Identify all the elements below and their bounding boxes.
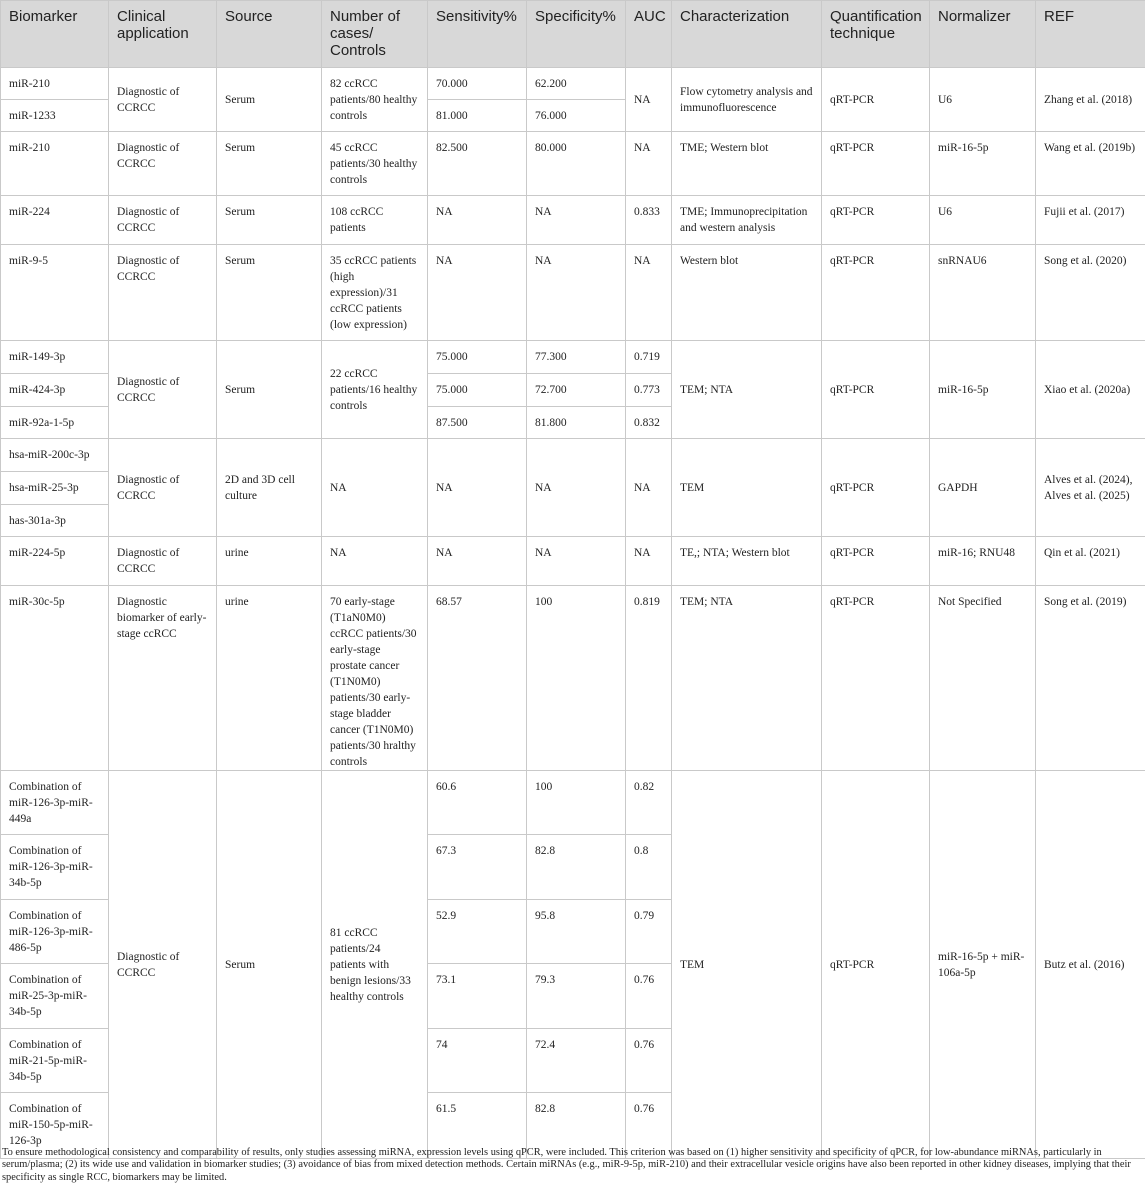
sensitivity-cell: 87.500: [428, 407, 527, 439]
sensitivity-cell: 73.1: [428, 964, 527, 1029]
header-sensitivity: Sensitivity%: [428, 1, 527, 68]
specificity-cell: 82.8: [527, 835, 626, 900]
ref-link[interactable]: Qin et al. (2021): [1036, 537, 1145, 586]
normalizer-cell: miR-16-5p + miR-106a-5p: [930, 771, 1036, 1159]
auc-cell: NA: [626, 537, 672, 586]
header-number-of-cases: Number of cases/ Controls: [322, 1, 428, 68]
header-biomarker: Biomarker: [1, 1, 109, 68]
specificity-cell: NA: [527, 245, 626, 341]
specificity-cell: 82.8: [527, 1093, 626, 1159]
cases-cell: 70 early-stage (T1aN0M0) ccRCC patients/30 early-stage prostate cancer (T1N0M0) patients/30 early-stage bladder cancer (T1N0M0) patients/30 hralthy controls: [322, 586, 428, 771]
biomarker-cell: miR-9-5: [1, 245, 109, 341]
table-row: [1, 196, 1145, 245]
clinical-application-cell: Diagnostic of CCRCC: [109, 537, 217, 586]
header-quantification-technique: Quantification technique: [822, 1, 930, 68]
quantification-cell: qRT-PCR: [822, 439, 930, 537]
sensitivity-cell: 74: [428, 1029, 527, 1093]
specificity-cell: 72.700: [527, 374, 626, 407]
ref-link[interactable]: Wang et al. (2019b): [1036, 132, 1145, 196]
sensitivity-cell: 75.000: [428, 374, 527, 407]
source-cell: Serum: [217, 132, 322, 196]
quantification-cell: qRT-PCR: [822, 771, 930, 1159]
auc-cell: 0.76: [626, 1093, 672, 1159]
biomarker-cell: hsa-miR-200c-3p: [1, 439, 109, 472]
table-row: [1, 245, 1145, 341]
characterization-cell: TEM: [672, 771, 822, 1159]
clinical-application-cell: Diagnostic of CCRCC: [109, 341, 217, 439]
quantification-cell: qRT-PCR: [822, 245, 930, 341]
biomarker-cell: Combination of miR-126-3p-miR-449a: [1, 771, 109, 835]
quantification-cell: qRT-PCR: [822, 341, 930, 439]
specificity-cell: NA: [527, 196, 626, 245]
sensitivity-cell: 82.500: [428, 132, 527, 196]
characterization-cell: TEM: [672, 439, 822, 537]
biomarker-cell: miR-224-5p: [1, 537, 109, 586]
characterization-cell: Flow cytometry analysis and immunofluorescence: [672, 68, 822, 132]
auc-cell: 0.8: [626, 835, 672, 900]
biomarker-cell: miR-224: [1, 196, 109, 245]
auc-cell: NA: [626, 132, 672, 196]
sensitivity-cell: 67.3: [428, 835, 527, 900]
biomarker-cell: miR-30c-5p: [1, 586, 109, 771]
cases-cell: NA: [322, 537, 428, 586]
cases-cell: 22 ccRCC patients/16 healthy controls: [322, 341, 428, 439]
clinical-application-cell: Diagnostic of CCRCC: [109, 132, 217, 196]
source-cell: Serum: [217, 771, 322, 1159]
sensitivity-cell: 52.9: [428, 900, 527, 964]
sensitivity-cell: 75.000: [428, 341, 527, 374]
characterization-cell: TEM; NTA: [672, 341, 822, 439]
biomarker-cell: Combination of miR-25-3p-miR-34b-5p: [1, 964, 109, 1029]
header-specificity: Specificity%: [527, 1, 626, 68]
header-characterization: Characterization: [672, 1, 822, 68]
auc-cell: NA: [626, 439, 672, 537]
ref-link[interactable]: Fujii et al. (2017): [1036, 196, 1145, 245]
biomarker-cell: miR-210: [1, 132, 109, 196]
header-ref: REF: [1036, 1, 1145, 68]
source-cell: Serum: [217, 245, 322, 341]
sensitivity-cell: 61.5: [428, 1093, 527, 1159]
biomarker-cell: Combination of miR-126-3p-miR-486-5p: [1, 900, 109, 964]
auc-cell: NA: [626, 68, 672, 132]
auc-cell: 0.719: [626, 341, 672, 374]
ref-link[interactable]: Song et al. (2019): [1036, 586, 1145, 771]
source-cell: urine: [217, 586, 322, 771]
specificity-cell: 72.4: [527, 1029, 626, 1093]
auc-cell: 0.79: [626, 900, 672, 964]
biomarker-cell: miR-1233: [1, 100, 109, 132]
source-cell: urine: [217, 537, 322, 586]
cases-cell: 35 ccRCC patients (high expression)/31 ccRCC patients (low expression): [322, 245, 428, 341]
header-normalizer: Normalizer: [930, 1, 1036, 68]
table-footnote: To ensure methodological consistency and comparability of results, only studies assessing miRNA, expression levels using qPCR, were included. This criterion was based on (1) higher sensitivity and specificity of qPCR, for low-abundance miRNAs, particularly in serum/plasma; (2) its wide use and validation in biomarker studies; (3) avoidance of bias from mixed detection methods. Certain miRNAs (e.g., miR-9-5p, miR-210) and their extracellular vesicle origins have also been reported in other kidney diseases, implying that their specificity as single RCC, biomarkers may be limited.: [2, 1147, 1131, 1183]
characterization-cell: TEM; NTA: [672, 586, 822, 771]
auc-cell: 0.76: [626, 964, 672, 1029]
header-clinical-application: Clinical application: [109, 1, 217, 68]
quantification-cell: qRT-PCR: [822, 586, 930, 771]
sensitivity-cell: NA: [428, 537, 527, 586]
specificity-cell: 77.300: [527, 341, 626, 374]
auc-cell: 0.819: [626, 586, 672, 771]
sensitivity-cell: 70.000: [428, 68, 527, 100]
characterization-cell: TME; Immunoprecipitation and western analysis: [672, 196, 822, 245]
specificity-cell: 62.200: [527, 68, 626, 100]
specificity-cell: NA: [527, 537, 626, 586]
sensitivity-cell: 68.57: [428, 586, 527, 771]
source-cell: Serum: [217, 68, 322, 132]
cases-cell: NA: [322, 439, 428, 537]
auc-cell: 0.833: [626, 196, 672, 245]
normalizer-cell: miR-16-5p: [930, 341, 1036, 439]
normalizer-cell: U6: [930, 68, 1036, 132]
ref-link[interactable]: Butz et al. (2016): [1036, 771, 1145, 1159]
specificity-cell: 100: [527, 771, 626, 835]
normalizer-cell: U6: [930, 196, 1036, 245]
cases-cell: 45 ccRCC patients/30 healthy controls: [322, 132, 428, 196]
source-cell: Serum: [217, 341, 322, 439]
sensitivity-cell: 60.6: [428, 771, 527, 835]
specificity-cell: 80.000: [527, 132, 626, 196]
normalizer-cell: miR-16; RNU48: [930, 537, 1036, 586]
biomarker-cell: Combination of miR-21-5p-miR-34b-5p: [1, 1029, 109, 1093]
specificity-cell: 76.000: [527, 100, 626, 132]
specificity-cell: NA: [527, 439, 626, 537]
table-row: [1, 68, 1145, 100]
auc-cell: 0.773: [626, 374, 672, 407]
source-cell: 2D and 3D cell culture: [217, 439, 322, 537]
quantification-cell: qRT-PCR: [822, 196, 930, 245]
sensitivity-cell: 81.000: [428, 100, 527, 132]
auc-cell: 0.76: [626, 1029, 672, 1093]
characterization-cell: TME; Western blot: [672, 132, 822, 196]
normalizer-cell: Not Specified: [930, 586, 1036, 771]
quantification-cell: qRT-PCR: [822, 68, 930, 132]
clinical-application-cell: Diagnostic of CCRCC: [109, 68, 217, 132]
biomarker-cell: has-301a-3p: [1, 505, 109, 537]
ref-link[interactable]: Xiao et al. (2020a): [1036, 341, 1145, 439]
biomarker-cell: miR-424-3p: [1, 374, 109, 407]
biomarker-cell: Combination of miR-150-5p-miR-126-3p: [1, 1093, 109, 1159]
characterization-cell: TE,; NTA; Western blot: [672, 537, 822, 586]
quantification-cell: qRT-PCR: [822, 132, 930, 196]
table-row: [1, 771, 1145, 835]
table-row: [1, 537, 1145, 586]
biomarker-cell: Combination of miR-126-3p-miR-34b-5p: [1, 835, 109, 900]
auc-cell: 0.82: [626, 771, 672, 835]
table-row: [1, 586, 1145, 771]
biomarker-cell: miR-92a-1-5p: [1, 407, 109, 439]
cases-cell: 108 ccRCC patients: [322, 196, 428, 245]
specificity-cell: 81.800: [527, 407, 626, 439]
normalizer-cell: miR-16-5p: [930, 132, 1036, 196]
clinical-application-cell: Diagnostic biomarker of early-stage ccRCC: [109, 586, 217, 771]
quantification-cell: qRT-PCR: [822, 537, 930, 586]
clinical-application-cell: Diagnostic of CCRCC: [109, 245, 217, 341]
cases-cell: 81 ccRCC patients/24 patients with benign lesions/33 healthy controls: [322, 771, 428, 1159]
ref-link[interactable]: Alves et al. (2024), Alves et al. (2025): [1036, 439, 1145, 537]
header-auc: AUC: [626, 1, 672, 68]
sensitivity-cell: NA: [428, 439, 527, 537]
specificity-cell: 95.8: [527, 900, 626, 964]
sensitivity-cell: NA: [428, 196, 527, 245]
normalizer-cell: GAPDH: [930, 439, 1036, 537]
clinical-application-cell: Diagnostic of CCRCC: [109, 771, 217, 1159]
normalizer-cell: snRNAU6: [930, 245, 1036, 341]
table-row: [1, 439, 1145, 472]
source-cell: Serum: [217, 196, 322, 245]
clinical-application-cell: Diagnostic of CCRCC: [109, 439, 217, 537]
biomarker-cell: miR-210: [1, 68, 109, 100]
specificity-cell: 100: [527, 586, 626, 771]
table-row: [1, 341, 1145, 374]
sensitivity-cell: NA: [428, 245, 527, 341]
biomarker-cell: miR-149-3p: [1, 341, 109, 374]
specificity-cell: 79.3: [527, 964, 626, 1029]
auc-cell: 0.832: [626, 407, 672, 439]
auc-cell: NA: [626, 245, 672, 341]
table-row: [1, 132, 1145, 196]
cases-cell: 82 ccRCC patients/80 healthy controls: [322, 68, 428, 132]
ref-link[interactable]: Zhang et al. (2018): [1036, 68, 1145, 132]
ref-link[interactable]: Song et al. (2020): [1036, 245, 1145, 341]
clinical-application-cell: Diagnostic of CCRCC: [109, 196, 217, 245]
characterization-cell: Western blot: [672, 245, 822, 341]
biomarker-cell: hsa-miR-25-3p: [1, 472, 109, 505]
header-source: Source: [217, 1, 322, 68]
